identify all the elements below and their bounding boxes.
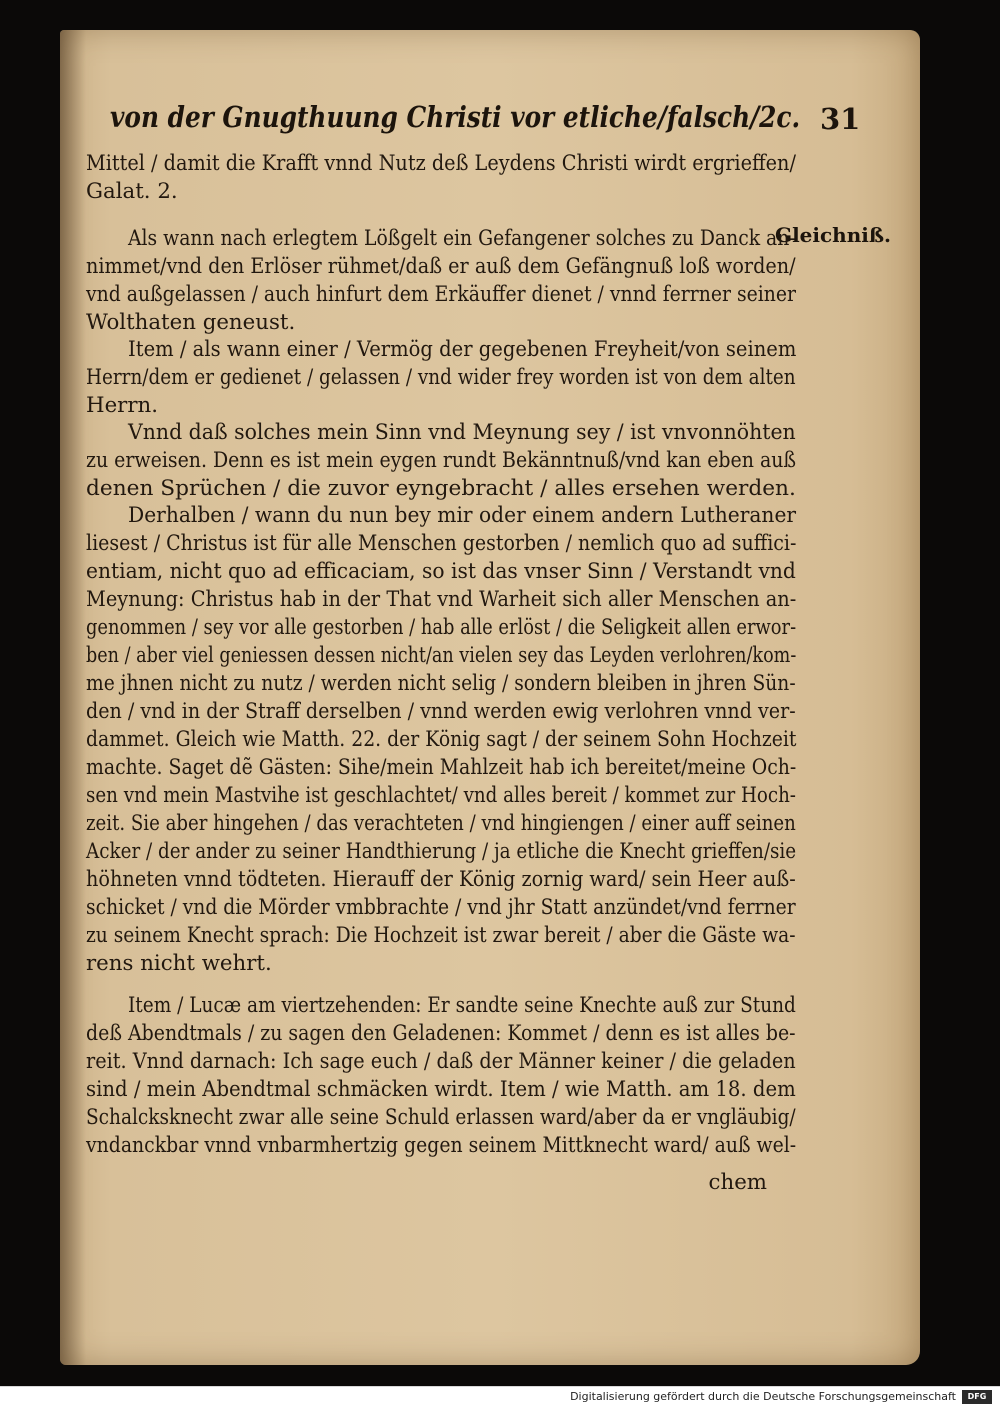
text-line: Acker / der ander zu seiner Handthierung / ja etliche die Knecht grieffen/sie <box>86 839 797 864</box>
text-line: Schalcksknecht zwar alle seine Schuld erlassen ward/aber da er vngläubig/ <box>86 1105 796 1130</box>
text-line: Item / als wann einer / Vermög der gegebenen Freyheit/von seinem <box>128 337 797 362</box>
text-line: Wolthaten geneust. <box>86 310 296 335</box>
text-line: deß Abendtmals / zu sagen den Geladenen: Kommet / denn es ist alles be- <box>86 1021 796 1046</box>
text-line: vndanckbar vnnd vnbarmhertzig gegen seinem Mittknecht ward/ auß wel- <box>86 1133 797 1158</box>
digitization-footer <box>0 1386 1000 1408</box>
dfg-logo-icon: DFG <box>962 1390 992 1404</box>
text-line: zeit. Sie aber hingehen / das verachteten / vnd hingiengen / einer auff seinen <box>86 811 796 836</box>
book-page <box>60 30 920 1365</box>
text-line: me jhnen nicht zu nutz / werden nicht selig / sondern bleiben in jhren Sün- <box>86 671 796 696</box>
text-line: entiam, nicht quo ad efficaciam, so ist das vnser Sinn / Verstandt vnd <box>86 559 796 584</box>
text-line: reit. Vnnd darnach: Ich sage euch / daß der Männer keiner / die geladen <box>86 1049 796 1074</box>
text-line: Item / Lucæ am viertzehenden: Er sandte seine Knechte auß zur Stund <box>128 993 796 1018</box>
text-line: zu seinem Knecht sprach: Die Hochzeit ist zwar bereit / aber die Gäste wa- <box>86 923 796 948</box>
text-line: Vnnd daß solches mein Sinn vnd Meynung sey / ist vnvonnöhten <box>128 420 796 445</box>
text-line: ben / aber viel geniessen dessen nicht/an vielen sey das Leyden verlohren/kom- <box>86 643 797 668</box>
marginal-note: Gleichniß. <box>775 223 892 247</box>
text-line: nimmet/vnd den Erlöser rühmet/daß er auß dem Gefängnuß loß worden/ <box>86 254 796 279</box>
text-line: Meynung: Christus hab in der That vnd Warheit sich aller Menschen an- <box>86 587 797 612</box>
text-line: Herrn. <box>86 393 159 418</box>
funding-credit: Digitalisierung gefördert durch die Deutsche Forschungsgemeinschaft <box>570 1390 956 1403</box>
text-line: machte. Saget dẽ Gästen: Sihe/mein Mahlzeit hab ich bereitet/meine Och- <box>86 755 797 780</box>
text-line: dammet. Gleich wie Matth. 22. der König sagt / der seinem Sohn Hochzeit <box>86 727 797 752</box>
page-number: 31 <box>820 102 861 136</box>
text-line: sen vnd mein Mastvihe ist geschlachtet/ vnd alles bereit / kommet zur Hoch- <box>86 783 796 808</box>
text-line: höhneten vnnd tödteten. Hierauff der König zornig ward/ sein Heer auß- <box>86 867 796 892</box>
text-line: genommen / sey vor alle gestorben / hab alle erlöst / die Seligkeit allen erwor- <box>86 615 797 640</box>
text-line: Mittel / damit die Krafft vnnd Nutz deß Leydens Christi wirdt ergrieffen/ <box>86 151 796 176</box>
text-line: Galat. 2. <box>86 179 178 204</box>
text-line: den / vnd in der Straff derselben / vnnd werden ewig verlohren vnnd ver- <box>86 699 796 724</box>
running-title: von der Gnugthuung Christi vor etliche/falsch/2c. <box>110 100 801 134</box>
text-line: sind / mein Abendtmal schmäcken wirdt. Item / wie Matth. am 18. dem <box>86 1077 796 1102</box>
text-line: Derhalben / wann du nun bey mir oder einem andern Lutheraner <box>128 503 797 528</box>
text-line: denen Sprüchen / die zuvor eyngebracht / alles ersehen werden. <box>86 476 796 501</box>
text-line: rens nicht wehrt. <box>86 951 272 976</box>
text-line: liesest / Christus ist für alle Menschen gestorben / nemlich quo ad suffici- <box>86 531 797 556</box>
text-line: Als wann nach erlegtem Lößgelt ein Gefangener solches zu Danck an- <box>128 226 796 251</box>
text-line: Herrn/dem er gedienet / gelassen / vnd wider frey worden ist von dem alten <box>86 365 796 390</box>
body-text <box>60 30 920 1365</box>
text-line: schicket / vnd die Mörder vmbbrachte / vnd jhr Statt anzündet/vnd ferrner <box>86 895 796 920</box>
catchword: chem <box>708 1170 767 1195</box>
text-line: vnd außgelassen / auch hinfurt dem Erkäuffer dienet / vnnd ferrner seiner <box>86 282 797 307</box>
text-line: zu erweisen. Denn es ist mein eygen rundt Bekänntnuß/vnd kan eben auß <box>86 448 797 473</box>
